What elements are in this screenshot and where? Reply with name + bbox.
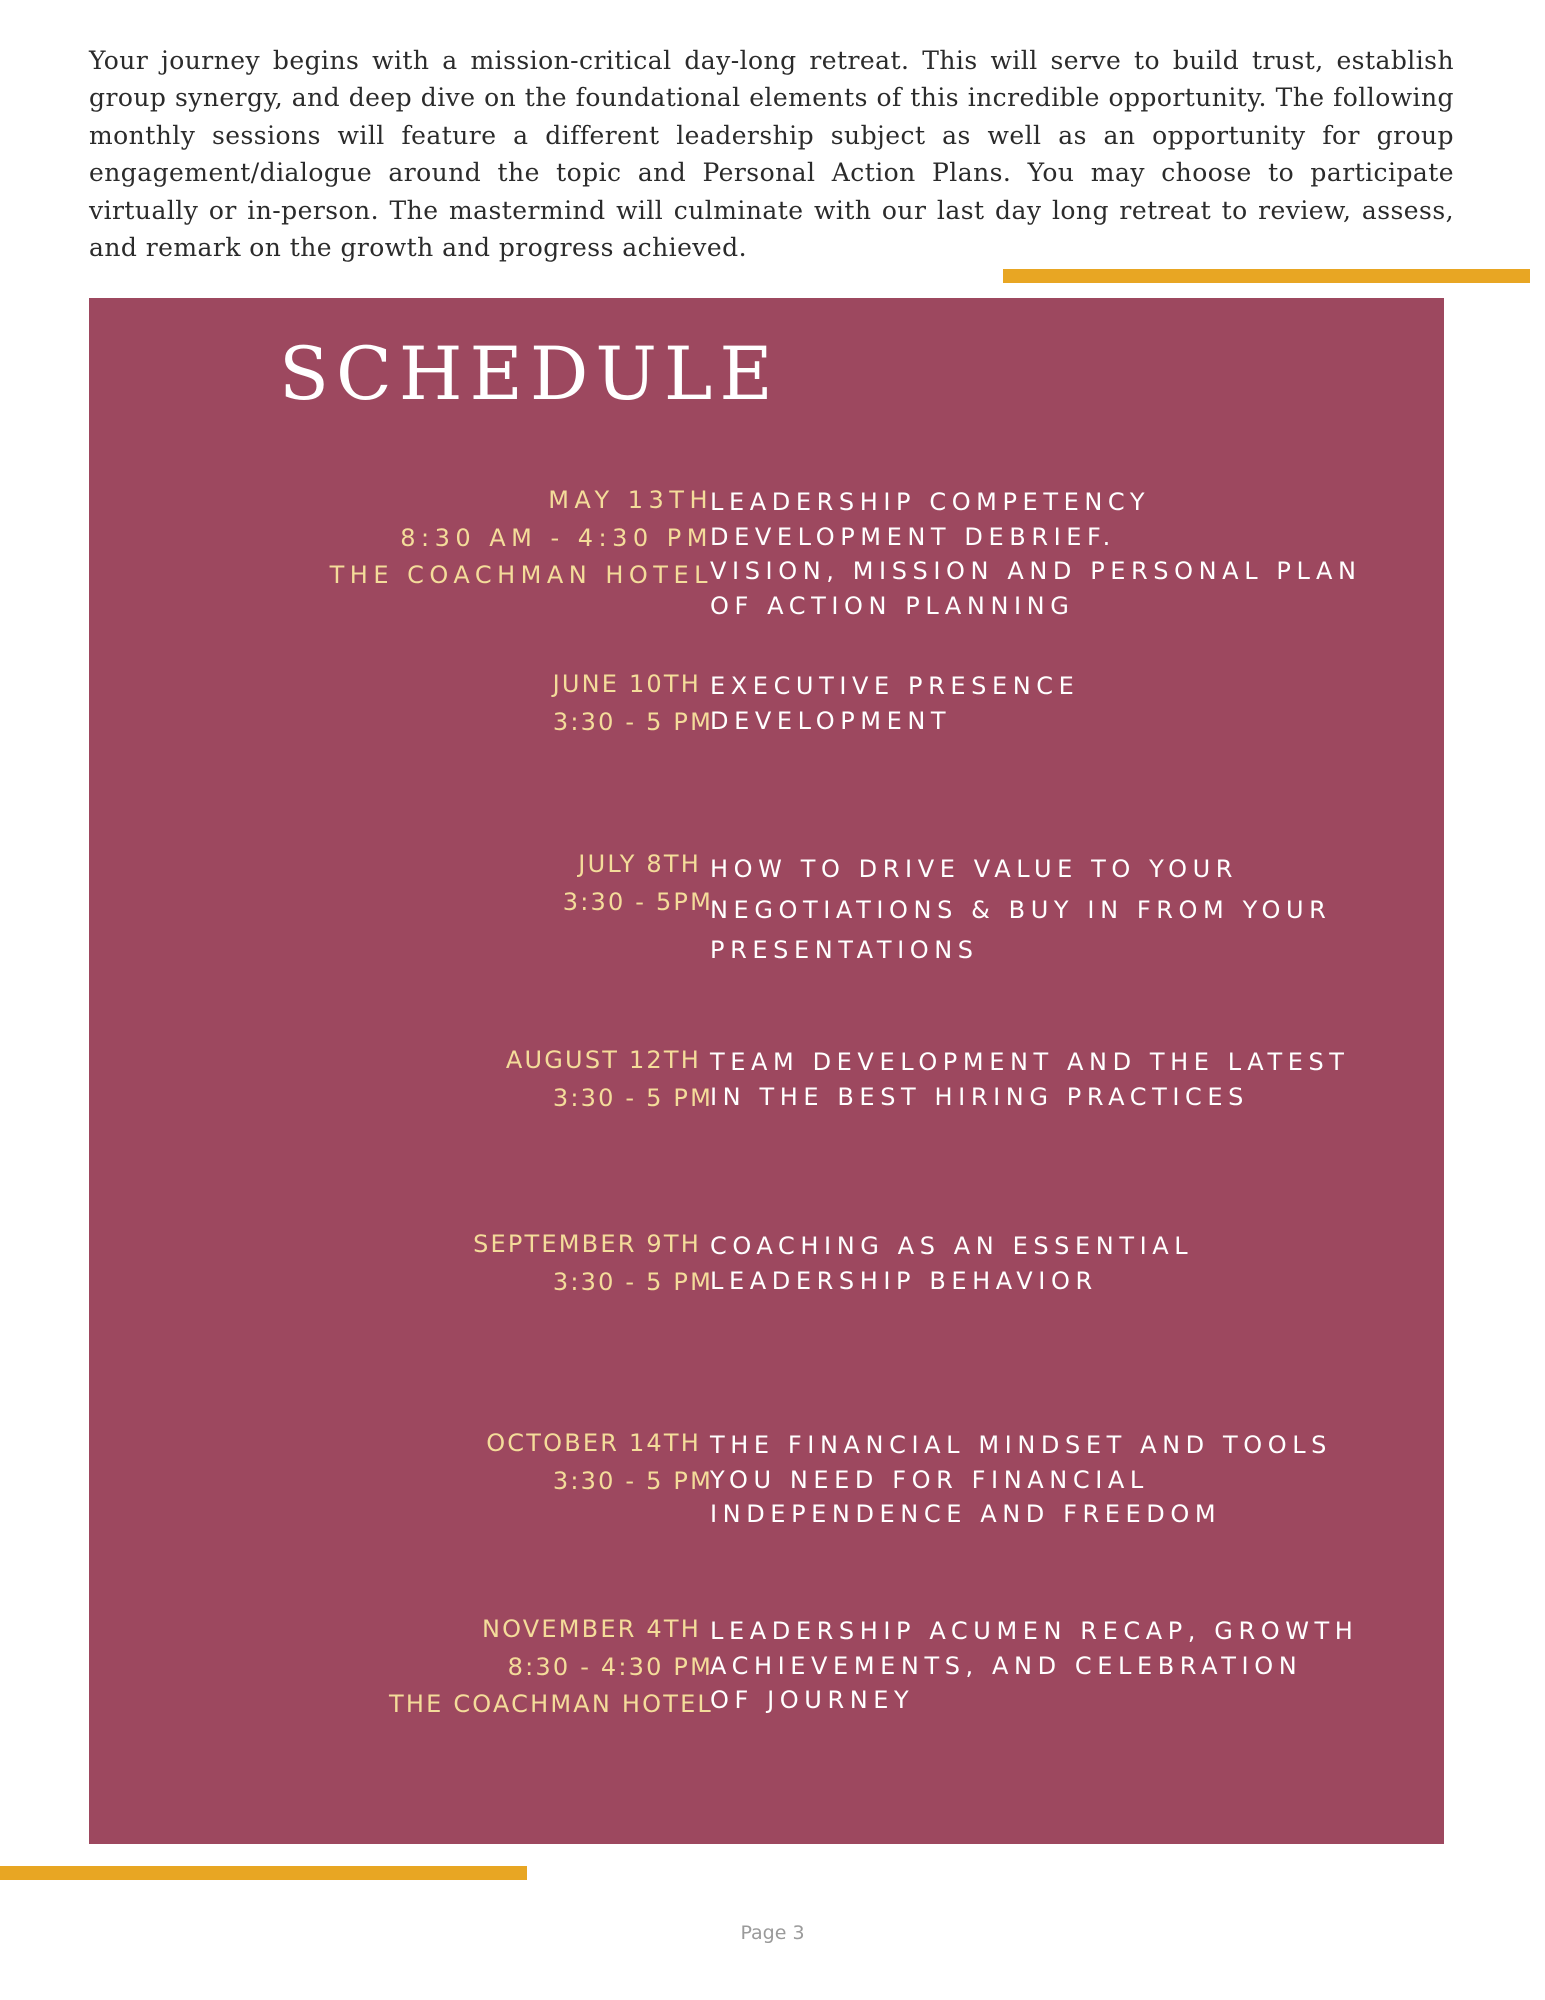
topic-line: DEVELOPMENT DEBRIEF. bbox=[710, 522, 1116, 551]
session-location: THE COACHMAN HOTEL bbox=[329, 561, 713, 589]
topic-line: OF JOURNEY bbox=[710, 1686, 915, 1714]
topic-line: ACHIEVEMENTS, AND CELEBRATION bbox=[710, 1651, 1303, 1680]
topic-line: YOU NEED FOR FINANCIAL bbox=[710, 1465, 1149, 1494]
topic-line: LEADERSHIP ACUMEN RECAP, GROWTH bbox=[710, 1617, 1359, 1645]
topic-line: NEGOTIATIONS & BUY IN FROM YOUR bbox=[710, 895, 1332, 924]
session-date: JUNE 10TH bbox=[552, 670, 701, 698]
intro-paragraph: Your journey begins with a mission-critical day-long retreat. This will serve to build trust, establish group synergy, and deep dive on the foundational elements of this incredible opportunity. The following monthly sessions will feature a different leadership subject as well as an opportunity for group engagement/dialogue around the topic and Personal Action Plans. You may choose to participate virtually or in-person. The mastermind will culminate with our last day long retreat to review, assess, and remark on the growth and progress achieved. bbox=[89, 46, 1454, 263]
schedule-title: SCHEDULE bbox=[279, 332, 780, 417]
session-time: 8:30 - 4:30 PM bbox=[507, 1652, 713, 1681]
session-when bbox=[153, 1042, 713, 1117]
session-time: 3:30 - 5PM bbox=[562, 887, 713, 916]
session-when bbox=[153, 1611, 713, 1724]
session-when bbox=[153, 482, 713, 595]
session-topic bbox=[710, 1229, 1430, 1298]
topic-line: LEADERSHIP COMPETENCY bbox=[710, 488, 1151, 516]
page-number: Page 3 bbox=[740, 1922, 805, 1944]
session-date: OCTOBER 14TH bbox=[486, 1429, 701, 1457]
topic-line: THE FINANCIAL MINDSET AND TOOLS bbox=[710, 1431, 1332, 1459]
topic-line: DEVELOPMENT bbox=[710, 706, 952, 735]
session-topic bbox=[710, 1045, 1430, 1114]
session-when bbox=[153, 846, 713, 921]
session-date: AUGUST 12TH bbox=[505, 1046, 701, 1074]
session-when bbox=[153, 1425, 713, 1500]
session-date: MAY 13TH bbox=[548, 486, 713, 514]
session-location: THE COACHMAN HOTEL bbox=[389, 1690, 713, 1718]
session-time: 8:30 AM - 4:30 PM bbox=[400, 523, 713, 552]
session-date: NOVEMBER 4TH bbox=[481, 1615, 701, 1643]
topic-line: EXECUTIVE PRESENCE bbox=[710, 672, 1080, 700]
topic-line: IN THE BEST HIRING PRACTICES bbox=[710, 1082, 1249, 1111]
topic-line: OF ACTION PLANNING bbox=[710, 591, 1075, 620]
topic-line: LEADERSHIP BEHAVIOR bbox=[710, 1266, 1098, 1295]
bottom-accent-bar bbox=[0, 1866, 527, 1880]
session-topic bbox=[710, 1428, 1430, 1532]
topic-line: HOW TO DRIVE VALUE TO YOUR bbox=[710, 855, 1239, 883]
session-date: JULY 8TH bbox=[578, 850, 701, 878]
topic-line: PRESENTATIONS bbox=[710, 936, 979, 964]
session-time: 3:30 - 5 PM bbox=[552, 1267, 713, 1296]
session-date: SEPTEMBER 9TH bbox=[473, 1230, 701, 1258]
session-time: 3:30 - 5 PM bbox=[552, 707, 713, 736]
schedule-panel bbox=[89, 298, 1444, 1844]
topic-line: VISION, MISSION AND PERSONAL PLAN bbox=[710, 557, 1362, 585]
session-when bbox=[153, 666, 713, 741]
session-time: 3:30 - 5 PM bbox=[552, 1466, 713, 1495]
session-when bbox=[153, 1226, 713, 1301]
topic-line: INDEPENDENCE AND FREEDOM bbox=[710, 1500, 1222, 1528]
topic-line: TEAM DEVELOPMENT AND THE LATEST bbox=[710, 1048, 1350, 1076]
session-topic bbox=[710, 1614, 1430, 1718]
topic-line: COACHING AS AN ESSENTIAL bbox=[710, 1232, 1194, 1260]
session-topic bbox=[710, 485, 1430, 623]
session-topic bbox=[710, 669, 1430, 738]
session-topic bbox=[710, 849, 1430, 971]
session-time: 3:30 - 5 PM bbox=[552, 1083, 713, 1112]
top-accent-bar bbox=[1003, 269, 1530, 283]
